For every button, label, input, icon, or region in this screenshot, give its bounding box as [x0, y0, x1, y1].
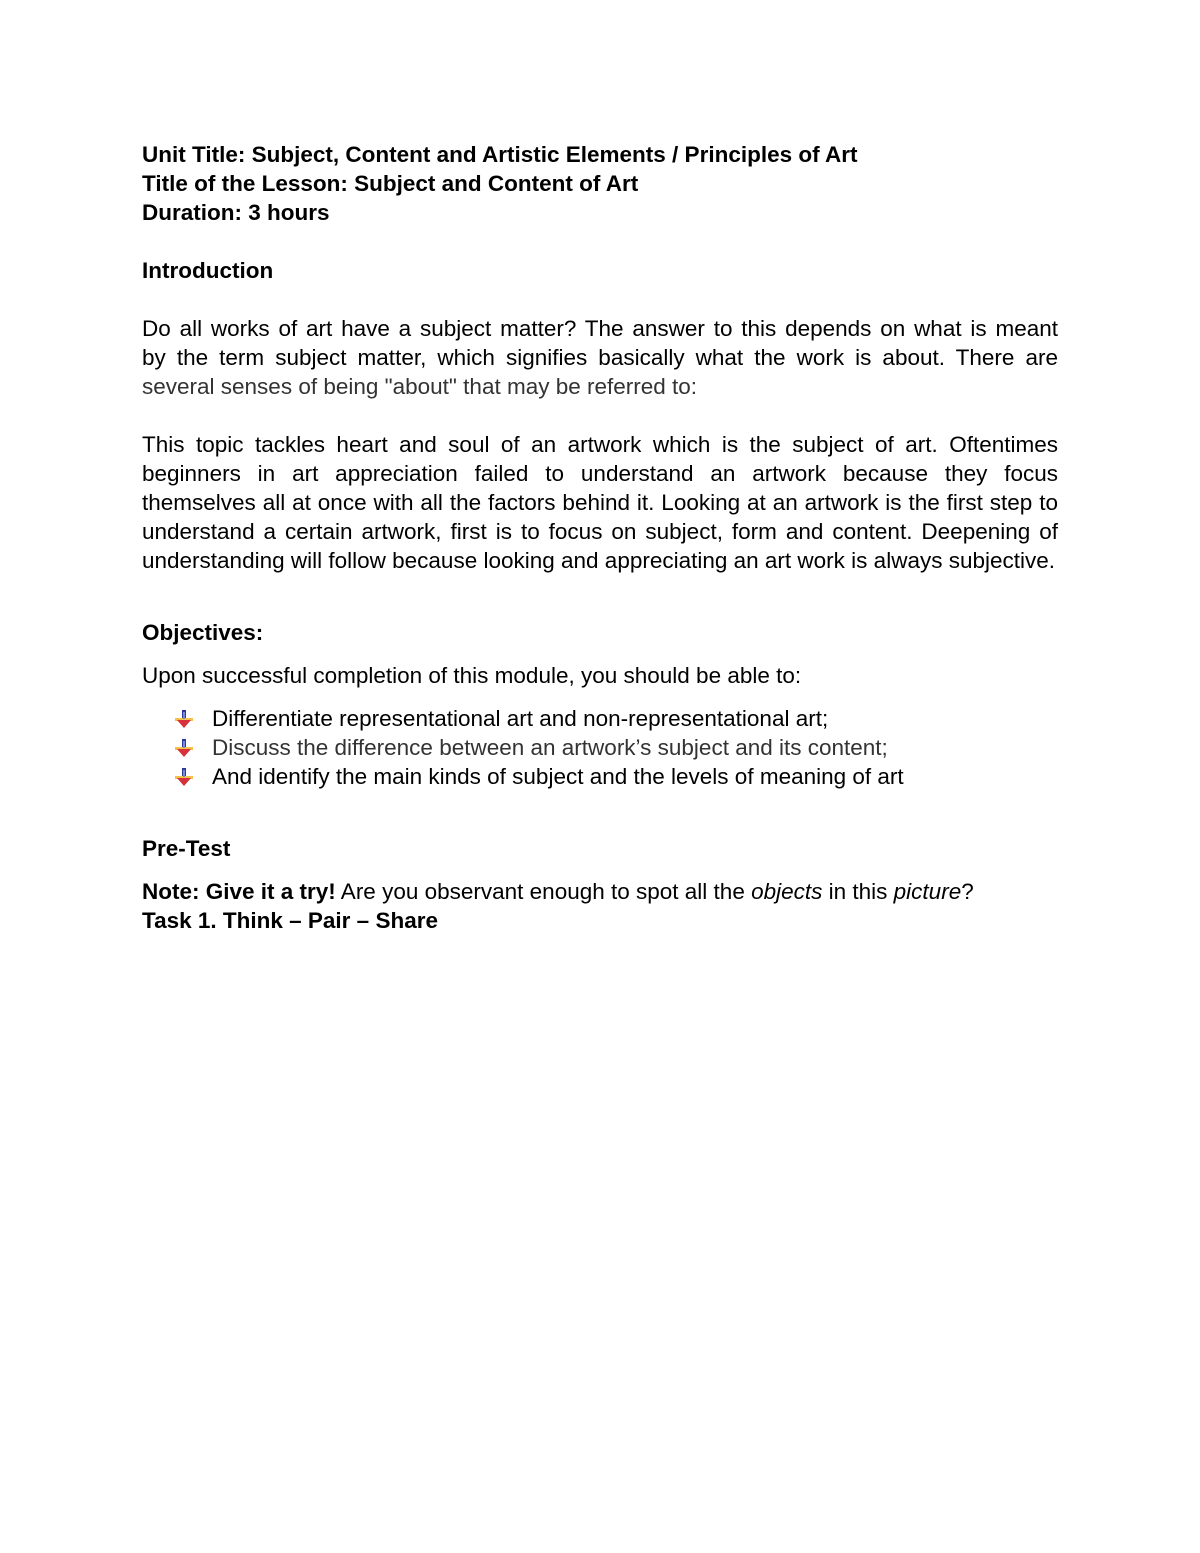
note-text-2: in this	[822, 879, 894, 904]
introduction-paragraph-1	[142, 314, 1058, 401]
intro-p1-line-2: by the term subject matter, which signifies basically what the work is about. There are	[142, 345, 1058, 370]
note-objects: objects	[751, 879, 823, 904]
intro-p1-line-1: Do all works of art have a subject matter? The answer to this depends on what is meant	[142, 316, 1058, 341]
objective-item-1: Differentiate representational art and non-representational art;	[212, 706, 829, 731]
duration: Duration: 3 hours	[142, 200, 330, 225]
note-label: Note: Give it a try!	[142, 879, 336, 904]
objectives-heading: Objectives:	[142, 620, 264, 645]
lesson-title: Title of the Lesson: Subject and Content of Art	[142, 171, 639, 196]
pretest-note	[142, 877, 1058, 906]
objectives-lead: Upon successful completion of this module, you should be able to:	[142, 663, 802, 688]
list-item	[142, 762, 1058, 791]
objective-item-3: And identify the main kinds of subject and the levels of meaning of art	[212, 764, 904, 789]
pretest-heading: Pre-Test	[142, 836, 231, 861]
introduction-heading: Introduction	[142, 258, 274, 283]
list-item	[142, 733, 1058, 762]
list-item	[142, 704, 1058, 733]
note-text-3: ?	[961, 879, 974, 904]
intro-p1-line-3: several senses of being "about" that may be referred to:	[142, 374, 698, 399]
arrow-down-bullet-icon	[174, 709, 194, 729]
note-picture: picture	[893, 879, 962, 904]
objective-item-2: Discuss the difference between an artwork’s subject and its content;	[212, 735, 888, 760]
task-title: Task 1. Think – Pair – Share	[142, 908, 438, 933]
objectives-list	[142, 704, 1058, 791]
document-content	[142, 140, 1058, 935]
unit-title: Unit Title: Subject, Content and Artistic Elements / Principles of Art	[142, 142, 858, 167]
note-text-1: Are you observant enough to spot all the	[335, 879, 752, 904]
arrow-down-bullet-icon	[174, 738, 194, 758]
introduction-paragraph-2: This topic tackles heart and soul of an artwork which is the subject of art. Oftentimes beginners in art appreciation failed to understand an artwork because they focus themselves all at once with all the factors behind it. Looking at an artwork is the first step to understand a certain artwork, first is to focus on subject, form and content. Deepening of understanding will follow because looking and appreciating an art work is always subjective.	[142, 432, 1058, 573]
arrow-down-bullet-icon	[174, 767, 194, 787]
